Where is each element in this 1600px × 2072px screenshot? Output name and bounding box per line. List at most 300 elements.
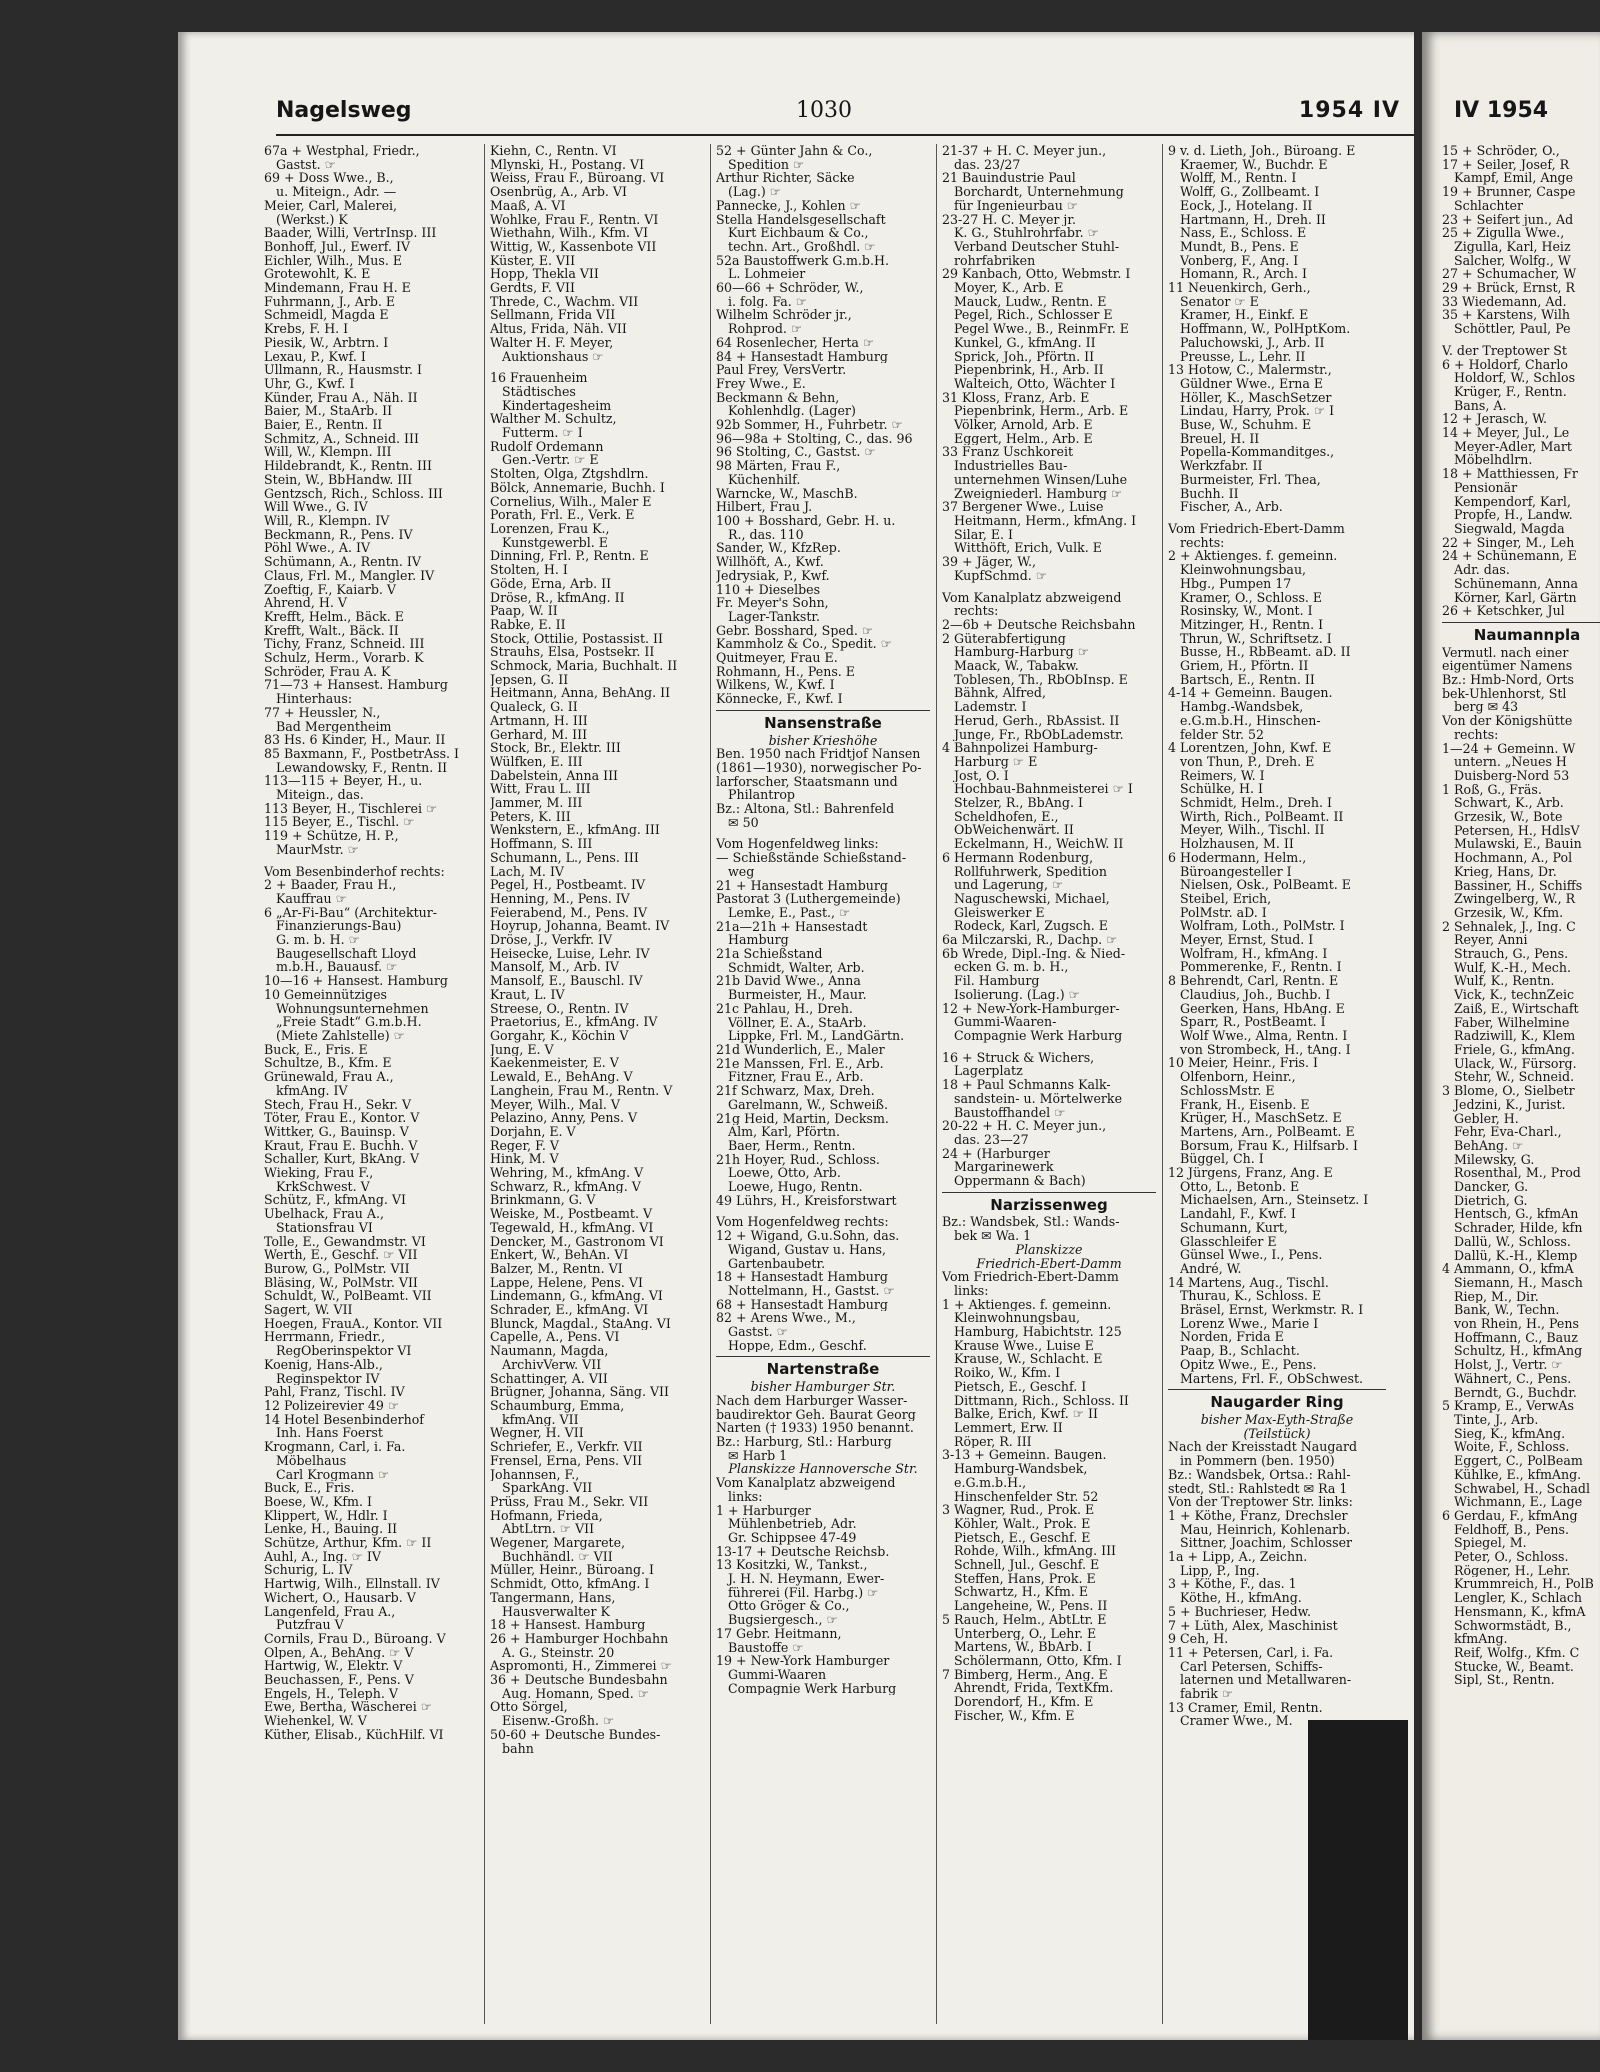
directory-entry: Mauck, Ludw., Rentn. E: [942, 294, 1107, 309]
directory-entry: das. 23/27: [942, 157, 1021, 172]
directory-entry: Heisecke, Luise, Lehr. IV: [490, 946, 650, 961]
directory-entry: Schultze, B., Kfm. E: [264, 1056, 392, 1071]
directory-entry: Sittner, Joachim, Schlosser: [1168, 1536, 1353, 1551]
directory-entry: Senator ☞ E: [1168, 294, 1259, 309]
directory-entry: Garelmann, W., Schweiß.: [716, 1097, 888, 1112]
directory-entry: Rohprod. ☞: [716, 322, 803, 336]
directory-entry: links:: [716, 1489, 763, 1504]
directory-entry: Künder, Frau A., Näh. II: [264, 390, 418, 405]
directory-entry: Tangermann, Hans,: [490, 1590, 616, 1605]
directory-entry: Fitzner, Frau E., Arb.: [716, 1070, 864, 1085]
directory-entry: 2 Güterabfertigung: [942, 631, 1066, 646]
directory-entry: SparkAng. VII: [490, 1481, 593, 1495]
directory-entry: 64 Rosenlecher, Herta ☞: [716, 335, 875, 350]
directory-entry: Gartenbaubetr.: [716, 1256, 826, 1271]
directory-entry: Günsel Wwe., I., Pens.: [1168, 1248, 1323, 1262]
directory-entry: Gummi-Waaren-: [942, 1015, 1057, 1029]
directory-entry: 17 + Seiler, Josef, R: [1442, 157, 1570, 172]
directory-entry: Schmock, Maria, Buchhalt. II: [490, 659, 678, 673]
directory-entry: 14 Martens, Aug., Tischl.: [1168, 1275, 1329, 1290]
directory-entry: Ullmann, R., Hausmstr. I: [264, 363, 422, 377]
directory-entry: Riep, M., Dir.: [1442, 1289, 1539, 1304]
street-heading: Naumannpla: [1442, 622, 1600, 646]
directory-entry: Paul Frey, VersVertr.: [716, 363, 847, 377]
directory-entry: 9 v. d. Lieth, Joh., Büroang. E: [1168, 144, 1356, 158]
directory-entry: 6b Wrede, Dipl.-Ing. & Nied-: [942, 946, 1126, 961]
directory-entry: Pastorat 3 (Luthergemeinde): [716, 892, 901, 906]
directory-entry: 7 + Lüth, Alex, Maschinist: [1168, 1618, 1338, 1633]
directory-entry: Verband Deutscher Stuhl-: [942, 239, 1120, 254]
directory-entry: Ewe, Bertha, Wäscherei ☞: [264, 1700, 433, 1715]
directory-entry: Schrader, E., kfmAng. VI: [490, 1303, 649, 1317]
street-note: bisher Max-Eyth-Straße: [1200, 1412, 1354, 1427]
directory-entry: Dinning, Frl. P., Rentn. E: [490, 549, 649, 564]
directory-entry: 3-13 + Gemeinn. Baugen.: [942, 1448, 1107, 1463]
directory-entry: Woite, F., Schloss.: [1442, 1440, 1570, 1455]
directory-entry: Baader, Willi, VertrInsp. III: [264, 226, 437, 240]
directory-entry: 1—24 + Gemeinn. W: [1442, 741, 1576, 756]
facing-page-header: IV 1954: [1454, 98, 1549, 123]
directory-entry: Eichler, Wilh., Mus. E: [264, 253, 403, 268]
directory-entry: Kempendorf, Karl,: [1442, 494, 1571, 509]
directory-entry: Buck, E., Fris.: [264, 1481, 355, 1495]
directory-entry: 1 Roß, G., Fräs.: [1442, 782, 1542, 797]
directory-entry: Könnecke, F., Kwf. I: [716, 692, 843, 706]
directory-entry: Hoppe, Edm., Geschf.: [716, 1338, 867, 1353]
directory-entry: Cornils, Frau D., Büroang. V: [264, 1631, 446, 1646]
directory-entry: 3 Blome, O., Sielbetr: [1442, 1084, 1575, 1098]
directory-entry: Streese, O., Rentn. IV: [490, 1001, 629, 1016]
directory-entry: Wegner, H. VII: [490, 1426, 584, 1441]
directory-entry: 119 + Schütze, H. P.,: [264, 829, 399, 843]
directory-entry: 6 + Holdorf, Charlo: [1442, 357, 1568, 372]
page-header: [276, 94, 1414, 136]
directory-entry: Artmann, H. III: [490, 713, 588, 728]
directory-entry: KupfSchmd. ☞: [942, 568, 1048, 583]
directory-entry: 98 Märten, Frau F.,: [716, 459, 841, 473]
directory-entry: Bläsing, W., PolMstr. VII: [264, 1275, 418, 1290]
directory-entry: i. folg. Fa. ☞: [716, 294, 808, 309]
directory-entry: Sprick, Joh., Pförtn. II: [942, 349, 1095, 364]
directory-entry: Hilbert, Frau J.: [716, 500, 813, 514]
directory-entry: Lemmert, Erw. II: [942, 1420, 1063, 1435]
directory-entry: Otto Sörgel,: [490, 1700, 568, 1715]
directory-entry: Vom Kanalplatz abzweigend: [942, 590, 1122, 605]
directory-entry: BehAng. ☞: [1442, 1138, 1524, 1153]
directory-entry: Zweigniederl. Hamburg ☞: [942, 486, 1123, 501]
directory-entry: Beckmann, R., Pens. IV: [264, 527, 413, 542]
directory-entry: Hopp, Thekla VII: [490, 267, 599, 282]
directory-entry: Wigand, Gustav u. Hans,: [716, 1242, 887, 1257]
directory-entry: Schnell, Jul., Geschf. E: [942, 1558, 1100, 1572]
directory-entry: Reger, F. V: [490, 1138, 559, 1153]
directory-entry: Hamburg-Wandsbek,: [942, 1462, 1088, 1476]
directory-entry: sandstein- u. Mörtelwerke: [942, 1091, 1123, 1106]
spacer: [942, 1043, 1156, 1051]
directory-entry: Lewandowsky, F., Rentn. II: [264, 760, 448, 775]
directory-entry: Sander, W., KfzRep.: [716, 541, 841, 556]
spacer: [942, 583, 1156, 591]
directory-entry: Mansolf, E., Bauschl. IV: [490, 974, 643, 988]
directory-entry: u. Miteign., Adr. —: [264, 185, 397, 199]
directory-entry: Wilkens, W., Kwf. I: [716, 678, 835, 693]
directory-entry: Lorenz Wwe., Marie I: [1168, 1316, 1319, 1331]
directory-entry: 3 Wagner, Rud., Prok. E: [942, 1503, 1095, 1517]
directory-entry: Gebler, H.: [1442, 1111, 1519, 1126]
directory-entry: Hink, M. V: [490, 1152, 559, 1167]
directory-entry: Holzhausen, M. II: [1168, 837, 1294, 851]
directory-entry: Gen.-Vertr. ☞ E: [490, 453, 599, 468]
directory-entry: m.b.H., Bauausf. ☞: [264, 960, 398, 975]
directory-entry: 4-14 + Gemeinn. Baugen.: [1168, 686, 1333, 701]
directory-entry: 6 Gerdau, F., kfmAng: [1442, 1508, 1578, 1523]
directory-entry: 11 + Petersen, Carl, i. Fa.: [1168, 1645, 1334, 1660]
directory-entry: Buchh. II: [1168, 486, 1239, 501]
directory-entry: Kammholz & Co., Spedit. ☞: [716, 637, 892, 652]
directory-entry: Lademstr. I: [942, 700, 1027, 714]
directory-entry: Vermutl. nach einer: [1442, 645, 1569, 660]
directory-entry: Osenbrüg, A., Arb. VI: [490, 185, 627, 199]
directory-entry: 7 Bimberg, Herm., Ang. E: [942, 1667, 1108, 1682]
directory-entry: Mühlenbetrieb, Adr.: [716, 1517, 857, 1531]
directory-entry: Bank, W., Techn.: [1442, 1303, 1560, 1318]
directory-entry: Baustoffhandel ☞: [942, 1105, 1066, 1120]
directory-entry: Hbg., Pumpen 17: [1168, 576, 1292, 591]
directory-entry: Industrielles Bau-: [942, 459, 1068, 473]
directory-entry: Tolle, E., Gewandmstr. VI: [264, 1234, 426, 1249]
directory-entry: Schulz, Herm., Vorarb. K: [264, 651, 424, 665]
directory-entry: Lenke, H., Bauing. II: [264, 1522, 398, 1537]
directory-entry: Grotewohlt, K. E: [264, 267, 371, 282]
directory-entry: Wulf, K., Rentn.: [1442, 974, 1555, 989]
directory-entry: Meyer, Wilh., Tischl. II: [1168, 823, 1325, 838]
directory-entry: Schümann, A., Rentn. IV: [264, 555, 421, 569]
directory-entry: Burmeister, Frl. Thea,: [1168, 472, 1321, 487]
directory-entry: Krüger, F., Rentn.: [1442, 384, 1567, 399]
directory-entry: Walter H. F. Meyer,: [490, 335, 614, 350]
directory-entry: 10 Gemeinnütziges: [264, 987, 387, 1002]
directory-entry: Lipp, P., Ing.: [1168, 1563, 1260, 1578]
directory-entry: von Thun, P., Dreh. E: [1168, 754, 1315, 769]
directory-entry: Gleiswerker E: [942, 905, 1045, 920]
directory-entry: 21f Schwarz, Max, Dreh.: [716, 1084, 875, 1098]
directory-entry: Gorgahr, K., Köchin V: [490, 1029, 629, 1043]
directory-entry: Pensionär: [1442, 480, 1518, 495]
directory-entry: Frey Wwe., E.: [716, 376, 806, 391]
directory-entry: Strauch, G., Pens.: [1442, 947, 1569, 961]
directory-entry: R., das. 110: [716, 527, 804, 542]
directory-entry: Bonhoff, Jul., Ewerf. IV: [264, 239, 411, 254]
directory-entry: von Rhein, H., Pens: [1442, 1317, 1579, 1331]
directory-entry: Kunkel, G., kfmAng. II: [942, 335, 1096, 350]
directory-entry: Hochbau-Bahnmeisterei ☞ I: [942, 782, 1133, 797]
directory-entry: Bad Mergentheim: [264, 719, 392, 734]
directory-entry: Auktionshaus ☞: [490, 349, 604, 364]
directory-entry: Lach, M. IV: [490, 864, 565, 879]
directory-entry: Vom Hogenfeldweg rechts:: [716, 1215, 889, 1230]
directory-entry: Prüss, Frau M., Sekr. VII: [490, 1494, 649, 1509]
directory-entry: Kleinwohnungsbau,: [942, 1311, 1081, 1326]
directory-entry: Hartwig, Wilh., Ellnstall. IV: [264, 1577, 440, 1591]
directory-entry: Paap, B., Schlacht.: [1168, 1344, 1300, 1358]
directory-entry: Frensel, Erna, Pens. VII: [490, 1453, 643, 1468]
directory-entry: Stella Handelsgesellschaft: [716, 212, 886, 227]
directory-entry: Lengler, K., Schlach: [1442, 1591, 1583, 1605]
directory-entry: ✉ Harb 1: [716, 1448, 788, 1463]
directory-entry: Threde, C., Wachm. VII: [490, 294, 639, 309]
directory-entry: 21a—21h + Hansestadt: [716, 919, 868, 934]
directory-entry: Enkert, W., BehAn. VI: [490, 1248, 629, 1262]
directory-entry: Ahrend, H. V: [264, 596, 347, 610]
directory-entry: 1 + Harburger: [716, 1503, 811, 1518]
directory-entry: Maaß, A. VI: [490, 198, 566, 213]
directory-entry: Koenig, Hans-Alb.,: [264, 1357, 383, 1372]
directory-entry: Schwart, K., Arb.: [1442, 796, 1564, 811]
directory-entry: kfmAng. VII: [490, 1412, 579, 1427]
directory-entry: Wülfken, E. III: [490, 754, 583, 769]
directory-entry: 17 Gebr. Heitmann,: [716, 1626, 842, 1641]
directory-entry: Gentzsch, Rich., Schloss. III: [264, 486, 443, 501]
directory-entry: Jung, E. V: [490, 1042, 554, 1057]
directory-entry: 12 + New-York-Hamburger-: [942, 1001, 1120, 1016]
directory-entry: 29 Kanbach, Otto, Webmstr. I: [942, 267, 1131, 282]
directory-entry: Roiko, W., Kfm. I: [942, 1366, 1061, 1380]
directory-entry: Rosinsky, W., Mont. I: [1168, 604, 1313, 618]
directory-entry: Weiske, M., Postbeamt. V: [490, 1207, 653, 1221]
column-4: [942, 144, 1156, 2034]
directory-entry: 10 Meier, Heinr., Fris. I: [1168, 1056, 1318, 1071]
directory-entry: Dröse, R., kfmAng. II: [490, 590, 625, 605]
directory-entry: Loewe, Hugo, Rentn.: [716, 1180, 863, 1194]
directory-entry: RegOberinspektor VI: [264, 1344, 412, 1358]
directory-entry: Wolff, G., Zollbeamt. I: [1168, 185, 1320, 199]
spacer: [716, 829, 930, 837]
directory-entry: Piepenbrink, Herm., Arb. E: [942, 404, 1129, 419]
directory-entry: Hamburg, Habichtstr. 125: [942, 1325, 1122, 1339]
directory-entry: Wohlke, Frau F., Rentn. VI: [490, 212, 659, 227]
column-divider: [484, 144, 485, 2024]
directory-entry: Milewsky, G.: [1442, 1152, 1535, 1167]
directory-entry: Schünemann, Anna: [1442, 576, 1578, 591]
directory-entry: bek-Uhlenhorst, Stl: [1442, 686, 1567, 701]
directory-entry: Schröder, Frau A. K: [264, 664, 391, 679]
directory-entry: 5 Rauch, Helm., AbtLtr. E: [942, 1612, 1107, 1627]
directory-entry: Büroangesteller I: [1168, 864, 1292, 879]
directory-entry: Fuhrmann, J., Arb. E: [264, 294, 396, 309]
directory-entry: (Miete Zahlstelle) ☞: [264, 1029, 405, 1043]
directory-entry: Buchhändl. ☞ VII: [490, 1549, 613, 1564]
directory-entry: Schumann, Kurt,: [1168, 1220, 1288, 1235]
directory-entry: Johannsen, F.,: [490, 1467, 580, 1482]
directory-entry: 31 Kloss, Franz, Arb. E: [942, 390, 1090, 405]
directory-entry: 100 + Bosshard, Gebr. H. u.: [716, 513, 896, 528]
directory-entry: Körner, Karl, Gärtn: [1442, 590, 1577, 605]
directory-entry: Mitzinger, H., Rentn. I: [1168, 617, 1324, 632]
directory-entry: Wilhelm Schröder jr.,: [716, 308, 852, 323]
directory-entry: Wehring, M., kfmAng. V: [490, 1166, 644, 1180]
directory-entry: 12 + Jerasch, W.: [1442, 412, 1547, 427]
directory-entry: e.G.m.b.H.,: [942, 1475, 1027, 1490]
directory-entry: 2 + Aktienges. f. gemeinn.: [1168, 549, 1338, 564]
directory-entry: 16 + Struck & Wichers,: [942, 1050, 1095, 1065]
directory-entry: 4 Lorentzen, John, Kwf. E: [1168, 741, 1332, 755]
directory-entry: Claudius, Joh., Buchb. I: [1168, 987, 1331, 1002]
directory-entry: Finanzierungs-Bau): [264, 919, 402, 934]
directory-entry: Schöttler, Paul, Pe: [1442, 322, 1571, 336]
spacer: [490, 363, 704, 371]
directory-entry: Kauffrau ☞: [264, 891, 347, 906]
directory-entry: Jammer, M. III: [490, 796, 583, 810]
directory-entry: Faber, Wilhelmine: [1442, 1015, 1570, 1030]
directory-entry: Friele, G., kfmAng.: [1442, 1043, 1575, 1057]
directory-entry: Paluchowski, J., Arb. II: [1168, 335, 1325, 350]
directory-entry: kfmAng.: [1442, 1632, 1508, 1646]
directory-entry: 13 Hotow, C., Malermstr.,: [1168, 363, 1332, 377]
directory-entry: Stucke, W., Beamt.: [1442, 1659, 1574, 1674]
directory-entry: 14 Hotel Besenbinderhof: [264, 1412, 424, 1427]
directory-entry: Baier, M., StaArb. II: [264, 404, 393, 419]
directory-entry: G. m. b. H. ☞: [264, 933, 360, 947]
directory-entry: Qualeck, G. II: [490, 700, 578, 714]
directory-entry: „Freie Stadt“ G.m.b.H.: [264, 1015, 422, 1029]
directory-entry: Mulawski, E., Bauin: [1442, 837, 1582, 852]
directory-page: [178, 32, 1414, 2040]
directory-entry: Stelzer, R., BbAng. I: [942, 796, 1083, 810]
directory-entry: Ulack, W., Fürsorg.: [1442, 1056, 1577, 1071]
directory-entry: 16 Frauenheim: [490, 371, 588, 385]
directory-entry: Hoffmann, C., Bauz: [1442, 1330, 1578, 1345]
directory-entry: Küther, Elisab., KüchHilf. VI: [264, 1727, 444, 1742]
directory-entry: Wegener, Margarete,: [490, 1536, 626, 1550]
directory-entry: bahn: [490, 1741, 534, 1756]
directory-entry: 96—98a + Stolting, C., das. 96: [716, 431, 913, 446]
directory-entry: Pegel Wwe., B., ReinmFr. E: [942, 322, 1129, 336]
directory-entry: 18 + Hansestadt Hamburg: [716, 1270, 888, 1284]
directory-entry: Fehr, Eva-Charl.,: [1442, 1125, 1562, 1139]
directory-entry: Köhler, Walt., Prok. E: [942, 1516, 1091, 1531]
directory-entry: Capelle, A., Pens. VI: [490, 1330, 620, 1345]
directory-entry: Hamburg-Harburg ☞: [942, 645, 1090, 660]
directory-entry: Preusse, L., Lehr. II: [1168, 349, 1306, 364]
directory-entry: Dancker, G.: [1442, 1180, 1529, 1194]
directory-entry: Ben. 1950 nach Fridtjof Nansen: [716, 747, 921, 761]
directory-entry: 18 + Hansest. Hamburg: [490, 1618, 646, 1632]
directory-entry: Kurt Eichbaum & Co.,: [716, 226, 869, 240]
directory-entry: Praetorius, E., kfmAng. IV: [490, 1015, 658, 1029]
directory-entry: Otto, L., Betonb. E: [1168, 1179, 1300, 1194]
directory-entry: Grzesik, W., Bote: [1442, 810, 1563, 824]
directory-entry: Cramer Wwe., M.: [1168, 1714, 1293, 1729]
directory-entry: Fil. Hamburg: [942, 974, 1040, 988]
directory-entry: 14 + Meyer, Jul., Le: [1442, 426, 1570, 440]
directory-entry: Martens, W., BbArb. I: [942, 1640, 1092, 1654]
directory-entry: V. der Treptower St: [1442, 343, 1567, 358]
directory-entry: Eock, J., Hotelang. II: [1168, 198, 1313, 213]
directory-entry: Buck, E., Fris. E: [264, 1042, 368, 1057]
directory-entry: Pannecke, J., Kohlen ☞: [716, 198, 861, 213]
directory-entry: Wichert, O., Hausarb. V: [264, 1590, 416, 1605]
directory-entry: Spedition ☞: [716, 157, 805, 172]
directory-entry: Duisberg-Nord 53: [1442, 768, 1570, 783]
directory-entry: Isolierung. (Lag.) ☞: [942, 987, 1080, 1002]
spacer: [1168, 514, 1386, 522]
directory-entry: ✉ 50: [716, 815, 759, 830]
directory-entry: Dallü, K.-H., Klemp: [1442, 1248, 1578, 1263]
directory-entry: Vom Kanalplatz abzweigend: [716, 1476, 896, 1490]
directory-entry: Schattinger, A. VII: [490, 1371, 608, 1386]
directory-entry: Nass, E., Schloss. E: [1168, 226, 1307, 240]
directory-entry: Lindau, Harry, Prok. ☞ I: [1168, 404, 1335, 419]
directory-entry: Kaekenmeister, E. V: [490, 1056, 619, 1071]
directory-entry: Will Wwe., G. IV: [264, 500, 368, 514]
directory-entry: Möbelhaus: [264, 1453, 347, 1468]
directory-entry: Bartsch, E., Rentn. II: [1168, 672, 1315, 687]
directory-entry: Wolfram, Loth., PolMstr. I: [1168, 919, 1345, 934]
directory-entry: Krefft, Walt., Bäck. II: [264, 623, 399, 638]
column-divider: [1162, 144, 1163, 2024]
directory-entry: Schölermann, Otto, Kfm. I: [942, 1653, 1122, 1668]
directory-entry: 21 Bauindustrie Paul: [942, 171, 1076, 186]
directory-entry: Fischer, W., Kfm. E: [942, 1708, 1075, 1723]
directory-entry: 15 + Schröder, O.,: [1442, 144, 1560, 158]
directory-entry: Engels, H., Teleph. V: [264, 1686, 398, 1701]
directory-entry: Hinschenfelder Str. 52: [942, 1489, 1099, 1504]
directory-entry: Otto Gröger & Co.,: [716, 1599, 850, 1614]
directory-entry: Baugesellschaft Lloyd: [264, 946, 417, 961]
directory-entry: 60—66 + Schröder, W.,: [716, 281, 864, 295]
directory-entry: Homann, R., Arch. I: [1168, 267, 1308, 282]
directory-entry: Kraut, L. IV: [490, 987, 565, 1002]
directory-entry: Rudolf Ordemann: [490, 439, 604, 454]
directory-entry: Nielsen, Osk., PolBeamt. E: [1168, 878, 1351, 892]
directory-entry: Wirth, Rich., PolBeamt. II: [1168, 809, 1344, 824]
directory-entry: 110 + Dieselbes: [716, 582, 821, 597]
directory-entry: Lappe, Helene, Pens. VI: [490, 1275, 643, 1290]
directory-entry: 10—16 + Hansest. Hamburg: [264, 974, 448, 988]
directory-entry: Toblesen, Th., RbObInsp. E: [942, 672, 1128, 687]
directory-entry: 6a Milczarski, R., Dachp. ☞: [942, 933, 1118, 947]
directory-entry: Sagert, W. VII: [264, 1303, 353, 1317]
directory-entry: Krieg, Hans, Dr.: [1442, 864, 1557, 879]
directory-entry: Spiegel, M.: [1442, 1536, 1527, 1551]
directory-entry: weg: [716, 864, 755, 879]
directory-entry: 71—73 + Hansest. Hamburg: [264, 678, 448, 693]
directory-entry: Wittig, W., Kassenbote VII: [490, 239, 657, 254]
directory-entry: Alm, Karl, Pförtn.: [716, 1125, 840, 1139]
directory-entry: Feierabend, M., Pens. IV: [490, 905, 648, 920]
directory-entry: 12 Polizeirevier 49 ☞: [264, 1398, 400, 1413]
directory-entry: 27 + Schumacher, W: [1442, 267, 1577, 282]
directory-entry: (Lag.) ☞: [716, 185, 782, 199]
directory-entry: Schmidt, Otto, kfmAng. I: [490, 1577, 650, 1591]
directory-entry: 67a + Westphal, Friedr.,: [264, 144, 420, 158]
directory-entry: 4 Ammann, O., kfmA: [1442, 1262, 1574, 1276]
directory-entry: Stationsfrau VI: [264, 1220, 373, 1235]
directory-entry: Willhöft, A., Kwf.: [716, 555, 824, 569]
directory-entry: Schurig, L. IV: [264, 1563, 353, 1578]
directory-entry: Mlynski, H., Postang. VI: [490, 157, 645, 172]
directory-entry: 2 + Baader, Frau H.,: [264, 878, 397, 892]
directory-entry: Porath, Frl. E., Verk. E: [490, 508, 635, 522]
directory-entry: 2—6b + Deutsche Reichsbahn: [942, 617, 1136, 632]
directory-entry: Siegwald, Magda: [1442, 521, 1565, 536]
directory-entry: Dietrich, G.: [1442, 1193, 1528, 1208]
directory-entry: Schütze, Arthur, Kfm. ☞ II: [264, 1536, 432, 1550]
column-1: [264, 144, 478, 2034]
directory-entry: Gummi-Waaren: [716, 1667, 827, 1682]
directory-entry: Jost, O. I: [942, 768, 1009, 783]
directory-entry: 20-22 + H. C. Meyer jun.,: [942, 1119, 1107, 1133]
